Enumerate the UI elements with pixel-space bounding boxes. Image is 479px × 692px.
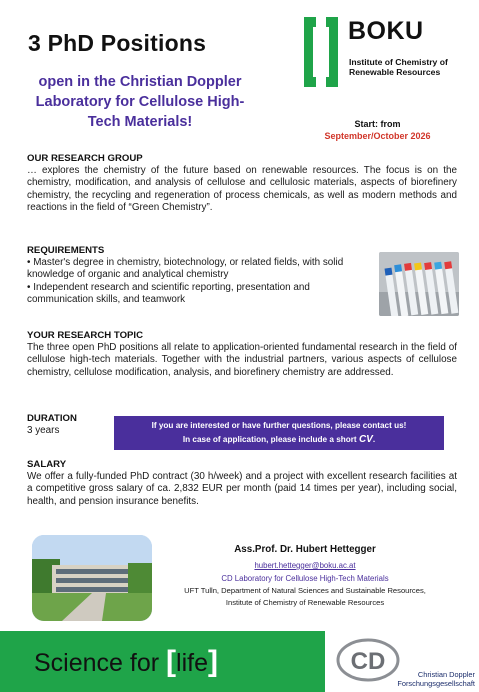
slogan-prefix: Science for <box>34 649 167 677</box>
section-requirements <box>27 245 367 306</box>
slogan-word: life <box>176 649 208 677</box>
section-heading: DURATION <box>27 413 77 424</box>
contact-line-2-end: . <box>372 435 376 444</box>
requirement-item: • Master's degree in chemistry, biotechnology, or related fields, with solid knowledge of organic and analytical chemistry <box>27 257 344 281</box>
tubes-image-icon <box>379 252 459 316</box>
institute-name: Institute of Chemistry of Renewable Resources <box>349 57 448 77</box>
building-image-icon <box>32 535 152 621</box>
section-heading: REQUIREMENTS <box>27 245 105 256</box>
section-heading: OUR RESEARCH GROUP <box>27 153 143 164</box>
start-date-block <box>290 118 465 142</box>
footer-slogan <box>34 645 218 679</box>
cd-name-line-1: Christian Doppler <box>417 670 475 679</box>
section-text: The three open PhD positions all relate to application-oriented fundamental research in the field of cellulose high-tech materials. Together with the industrial partners, various aspects of cellulose chemistry, cellulose modification, analysis, and biorefinery chemistry are addressed. <box>27 342 457 378</box>
cd-society-name <box>385 670 475 688</box>
contact-person <box>160 543 450 609</box>
page-subtitle: open in the Christian Doppler Laboratory for Cellulose High-Tech Materials! <box>35 74 245 130</box>
affiliation-line-1: UFT Tulln, Department of Natural Sciences and Sustainable Resources, <box>184 586 426 595</box>
lab-tubes-photo <box>379 252 459 316</box>
contact-callout <box>114 416 444 450</box>
contact-line-2 <box>114 433 444 447</box>
boku-logo <box>300 15 470 95</box>
contact-email-link[interactable]: hubert.hettegger@boku.ac.at <box>254 561 356 570</box>
section-text: … explores the chemistry of the future based on renewable resources. The focus is on the chemistry, modification, and analysis of cellulose and cellulosic materials, aspects of biorefinery chemistry, the recycling and regeneration of process chemicals, as well as modern methods and reactions in the field of “Green Chemistry”. <box>27 165 457 213</box>
slogan-bracket-close: ] <box>207 645 218 678</box>
boku-bracket-icon <box>300 15 342 89</box>
section-heading: YOUR RESEARCH TOPIC <box>27 330 144 341</box>
svg-text:CD: CD <box>350 648 386 675</box>
affiliation-line-2: Institute of Chemistry of Renewable Resources <box>225 598 385 607</box>
contact-name: Ass.Prof. Dr. Hubert Hettegger <box>234 544 376 555</box>
campus-building-photo <box>32 535 152 621</box>
contact-line-1: If you are interested or have further questions, please contact us! <box>151 421 407 430</box>
section-heading: SALARY <box>27 459 67 470</box>
requirement-item: • Independent research and scientific reporting, presentation and communication skills, and teamwork <box>27 281 310 305</box>
section-text: We offer a fully-funded PhD contract (30 h/week) and a project with excellent research facilities at a competitive gross salary of ca. 2,832 EUR per month (paid 14 times per year), including social, health, and pension insurance benefits. <box>27 471 457 507</box>
cd-name-line-2: Forschungsgesellschaft <box>397 679 475 688</box>
lab-name: CD Laboratory for Cellulose High-Tech Materials <box>221 574 389 583</box>
start-date: September/October 2026 <box>324 131 431 141</box>
contact-line-2-text: In case of application, please include a short <box>182 435 359 444</box>
section-research-group <box>27 153 457 214</box>
section-duration <box>27 413 117 437</box>
section-salary <box>27 459 457 508</box>
page-title: 3 PhD Positions <box>28 30 207 56</box>
boku-wordmark: BOKU <box>348 17 424 45</box>
slogan-bracket-open: [ <box>166 645 177 678</box>
start-label: Start: from <box>354 119 401 129</box>
cv-emphasis: CV <box>358 434 373 445</box>
section-research-topic <box>27 330 457 379</box>
duration-value: 3 years <box>27 425 60 436</box>
